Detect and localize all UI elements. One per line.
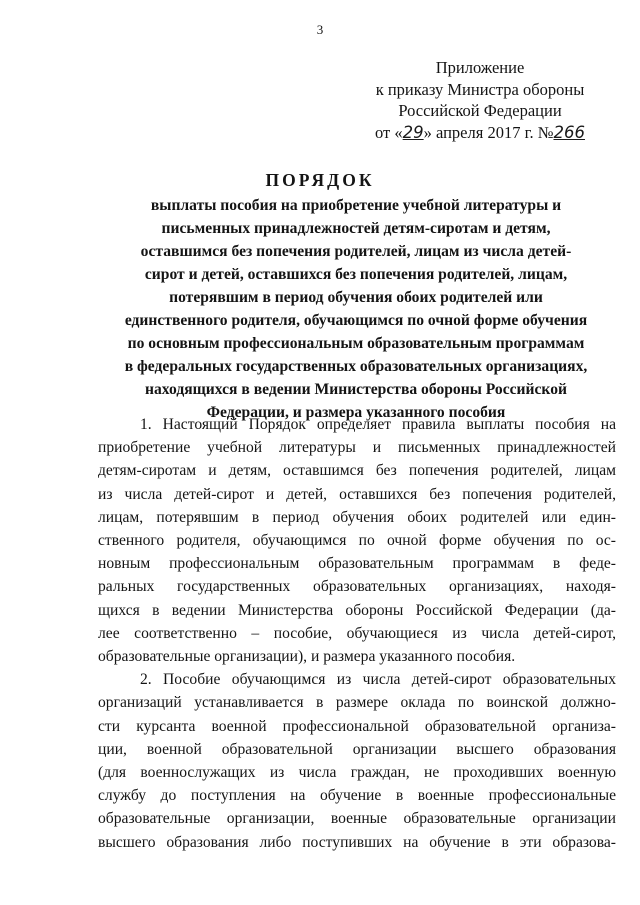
appendix-federation: Российской Федерации <box>398 101 562 120</box>
paragraph-2-line: службу до поступления на обучение в военные профессиональные <box>98 787 616 805</box>
subtitle-line: потерявшим в период обучения обоих родителей или <box>169 289 543 306</box>
paragraph-2-line: сти курсанта военной профессиональной образовательной организа- <box>98 717 616 735</box>
paragraph-1-line: щихся в ведении Министерства обороны Российской Федерации (да- <box>98 601 616 619</box>
paragraph-1-line: 1. Настоящий Порядок определяет правила выплаты пособия на <box>140 416 616 433</box>
date-middle: » апреля 2017 г. № <box>423 122 554 142</box>
appendix-date-line <box>360 122 600 144</box>
page-number: 3 <box>316 22 324 37</box>
paragraph-2-line: организаций устанавливается в размере оклада по воинской должно- <box>98 694 616 712</box>
document-body <box>98 413 616 854</box>
subtitle-line: единственного родителя, обучающимся по очной форме обучения <box>124 312 588 329</box>
paragraph-1-line: ральных государственных образовательных организациях, находя- <box>98 578 616 596</box>
paragraph-1-line: приобретение учебной литературы и письменных принадлежностей <box>98 439 616 457</box>
document-subtitle <box>96 194 616 424</box>
subtitle-line: по основным профессиональным образовательным программам <box>127 335 585 352</box>
subtitle-line: письменных принадлежностей детям-сиротам и детям, <box>161 220 551 237</box>
paragraph-1-line: детям-сиротам и детям, оставшимся без попечения родителей, лицам <box>98 462 616 480</box>
subtitle-line: в федеральных государственных образовательных организациях, <box>124 358 588 375</box>
paragraph-2-line: ции, военной образовательной организации высшего образования <box>98 740 616 758</box>
paragraph-1-line: образовательные организации), и размера указанного пособия. <box>98 648 516 666</box>
date-prefix: от « <box>375 122 403 142</box>
paragraph-1-line: новным профессиональным образовательным программам в феде- <box>98 555 616 573</box>
handwritten-order-number: 266 <box>553 122 585 142</box>
subtitle-line: Федерации, и размера указанного пособия <box>206 404 506 421</box>
subtitle-line: сирот и детей, оставшихся без попечения родителей, лицам, <box>144 266 568 283</box>
paragraph-2-line: 2. Пособие обучающимся из числа детей-сирот образовательных <box>140 671 616 689</box>
paragraph-1-line: ственного родителя, обучающимся по очной форме обучения по ос- <box>98 532 616 550</box>
subtitle-line: оставшимся без попечения родителей, лицам из числа детей- <box>140 243 572 260</box>
document-title: ПОРЯДОК <box>265 170 375 190</box>
paragraph-1-line: из числа детей-сирот и детей, оставшихся без попечения родителей, <box>98 485 616 503</box>
paragraph-2-line: высшего образования либо поступивших на обучение в эти образова- <box>98 833 616 851</box>
appendix-label: Приложение <box>435 58 525 77</box>
subtitle-line: выплаты пособия на приобретение учебной литературы и <box>150 197 562 214</box>
paragraph-2-line: образовательные организации, военные образовательные организации <box>98 810 616 828</box>
paragraph-1-line: лее соответственно – пособие, обучающиеся из числа детей-сирот, <box>98 624 616 642</box>
handwritten-day: 29 <box>402 122 424 142</box>
paragraph-2-line: (для военнослужащих из числа граждан, не проходивших военную <box>98 764 616 782</box>
appendix-header <box>360 57 600 143</box>
paragraph-1-line: лицам, потерявшим в период обучения обоих родителей или един- <box>98 508 616 526</box>
subtitle-line: находящихся в ведении Министерства обороны Российской <box>144 381 567 398</box>
appendix-order-ref: к приказу Министра обороны <box>375 79 585 99</box>
